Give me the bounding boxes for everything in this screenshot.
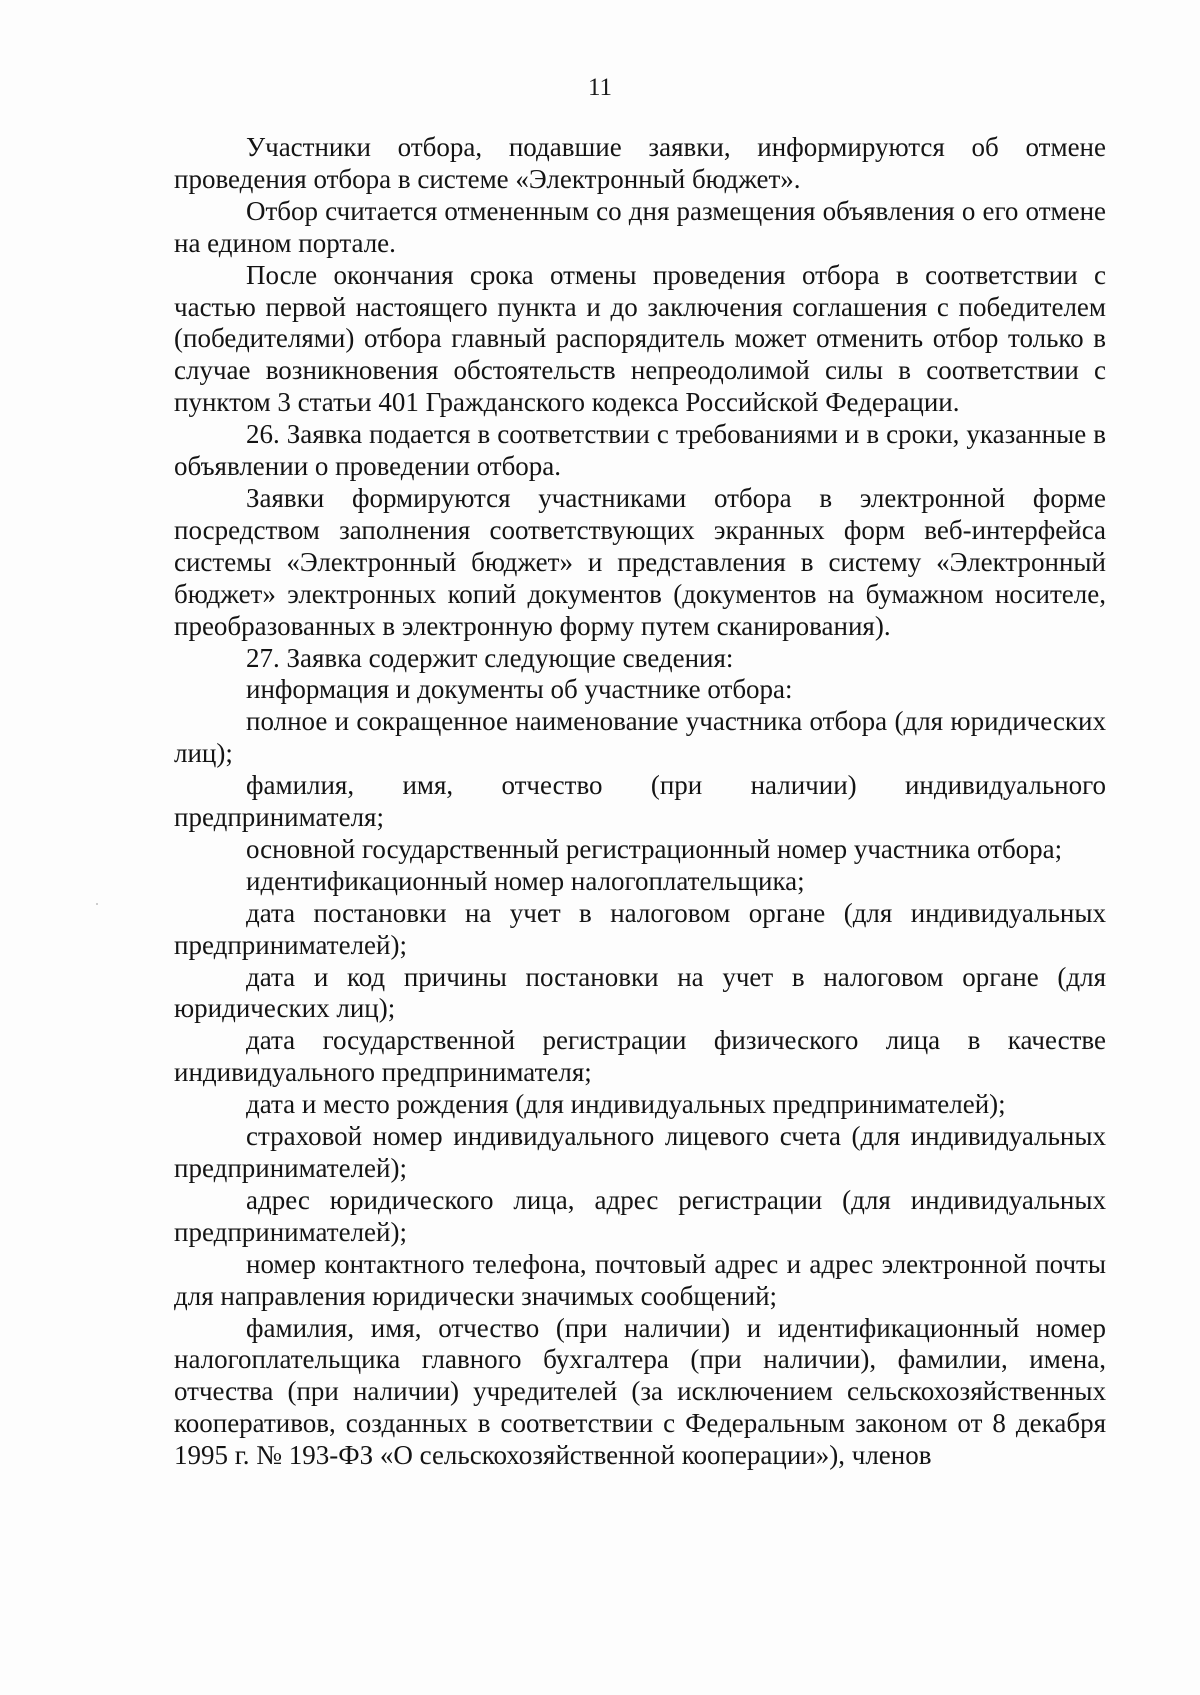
list-item-snils: страховой номер индивидуального лицевого счета (для индивидуальных предпринимателей); bbox=[174, 1121, 1106, 1183]
document-body bbox=[174, 132, 1106, 1472]
list-item-birth-info: дата и место рождения (для индивидуальных предпринимателей); bbox=[246, 1089, 1006, 1120]
paragraph-force-majeure: После окончания срока отмены проведения отбора в соответствии с частью первой настоящего пункта и до заключения соглашения с победителем (победителями) отбора главный распорядитель может отменить отбор только в случае возникновения обстоятельств непреодолимой силы в соответствии с пунктом 3 статьи 401 Гражданского кодекса Российской Федерации. bbox=[174, 259, 1106, 418]
paragraph-clause-26: 26. Заявка подается в соответствии с требованиями и в сроки, указанные в объявлении о проведении отбора. bbox=[174, 419, 1106, 482]
list-item-participant-info: информация и документы об участнике отбора: bbox=[246, 674, 793, 705]
paragraph-cancellation-date: Отбор считается отмененным со дня размещения объявления о его отмене на едином портале. bbox=[174, 195, 1106, 258]
list-item-entrepreneur-name: фамилия, имя, отчество (при наличии) индивидуального предпринимателя; bbox=[174, 770, 1106, 833]
list-item-address: адрес юридического лица, адрес регистрации (для индивидуальных предпринимателей); bbox=[174, 1184, 1106, 1247]
list-item-inn: идентификационный номер налогоплательщика; bbox=[246, 865, 805, 896]
list-item-kpp: дата и код причины постановки на учет в налоговом органе (для юридических лиц); bbox=[174, 961, 1106, 1024]
paragraph-application-form: Заявки формируются участниками отбора в электронной форме посредством заполнения соответствующих экранных форм веб-интерфейса системы «Электронный бюджет» и представления в систему «Электронный бюджет» электронных копий документов (документов на бумажном носителе, преобразованных в электронную форму путем сканирования). bbox=[174, 482, 1106, 641]
paragraph-clause-27: 27. Заявка содержит следующие сведения: bbox=[246, 642, 734, 673]
scan-artifact bbox=[96, 903, 98, 905]
list-item-ogrn: основной государственный регистрационный номер участника отбора; bbox=[246, 833, 1063, 864]
list-item-full-name: полное и сокращенное наименование участника отбора (для юридических лиц); bbox=[174, 706, 1106, 769]
list-item-tax-registration-date: дата постановки на учет в налоговом органе (для индивидуальных предпринимателей); bbox=[174, 897, 1106, 960]
paragraph-cancellation-notice: Участники отбора, подавшие заявки, информируются об отмене проведения отбора в системе «Электронный бюджет». bbox=[174, 132, 1106, 194]
list-item-state-registration-date: дата государственной регистрации физического лица в качестве индивидуального предпринимателя; bbox=[174, 1025, 1106, 1088]
page-number: 11 bbox=[587, 74, 613, 101]
list-item-chief-accountant: фамилия, имя, отчество (при наличии) и идентификационный номер налогоплательщика главного бухгалтера (при наличии), фамилии, имена, отчества (при наличии) учредителей (за исключением сельскохозяйственных кооперативов, созданных в соответствии с Федеральным законом от 8 декабря 1995 г. № 193-ФЗ «О сельскохозяйственной кооперации»), членов bbox=[174, 1312, 1106, 1471]
list-item-contacts: номер контактного телефона, почтовый адрес и адрес электронной почты для направления юридически значимых сообщений; bbox=[174, 1248, 1106, 1311]
